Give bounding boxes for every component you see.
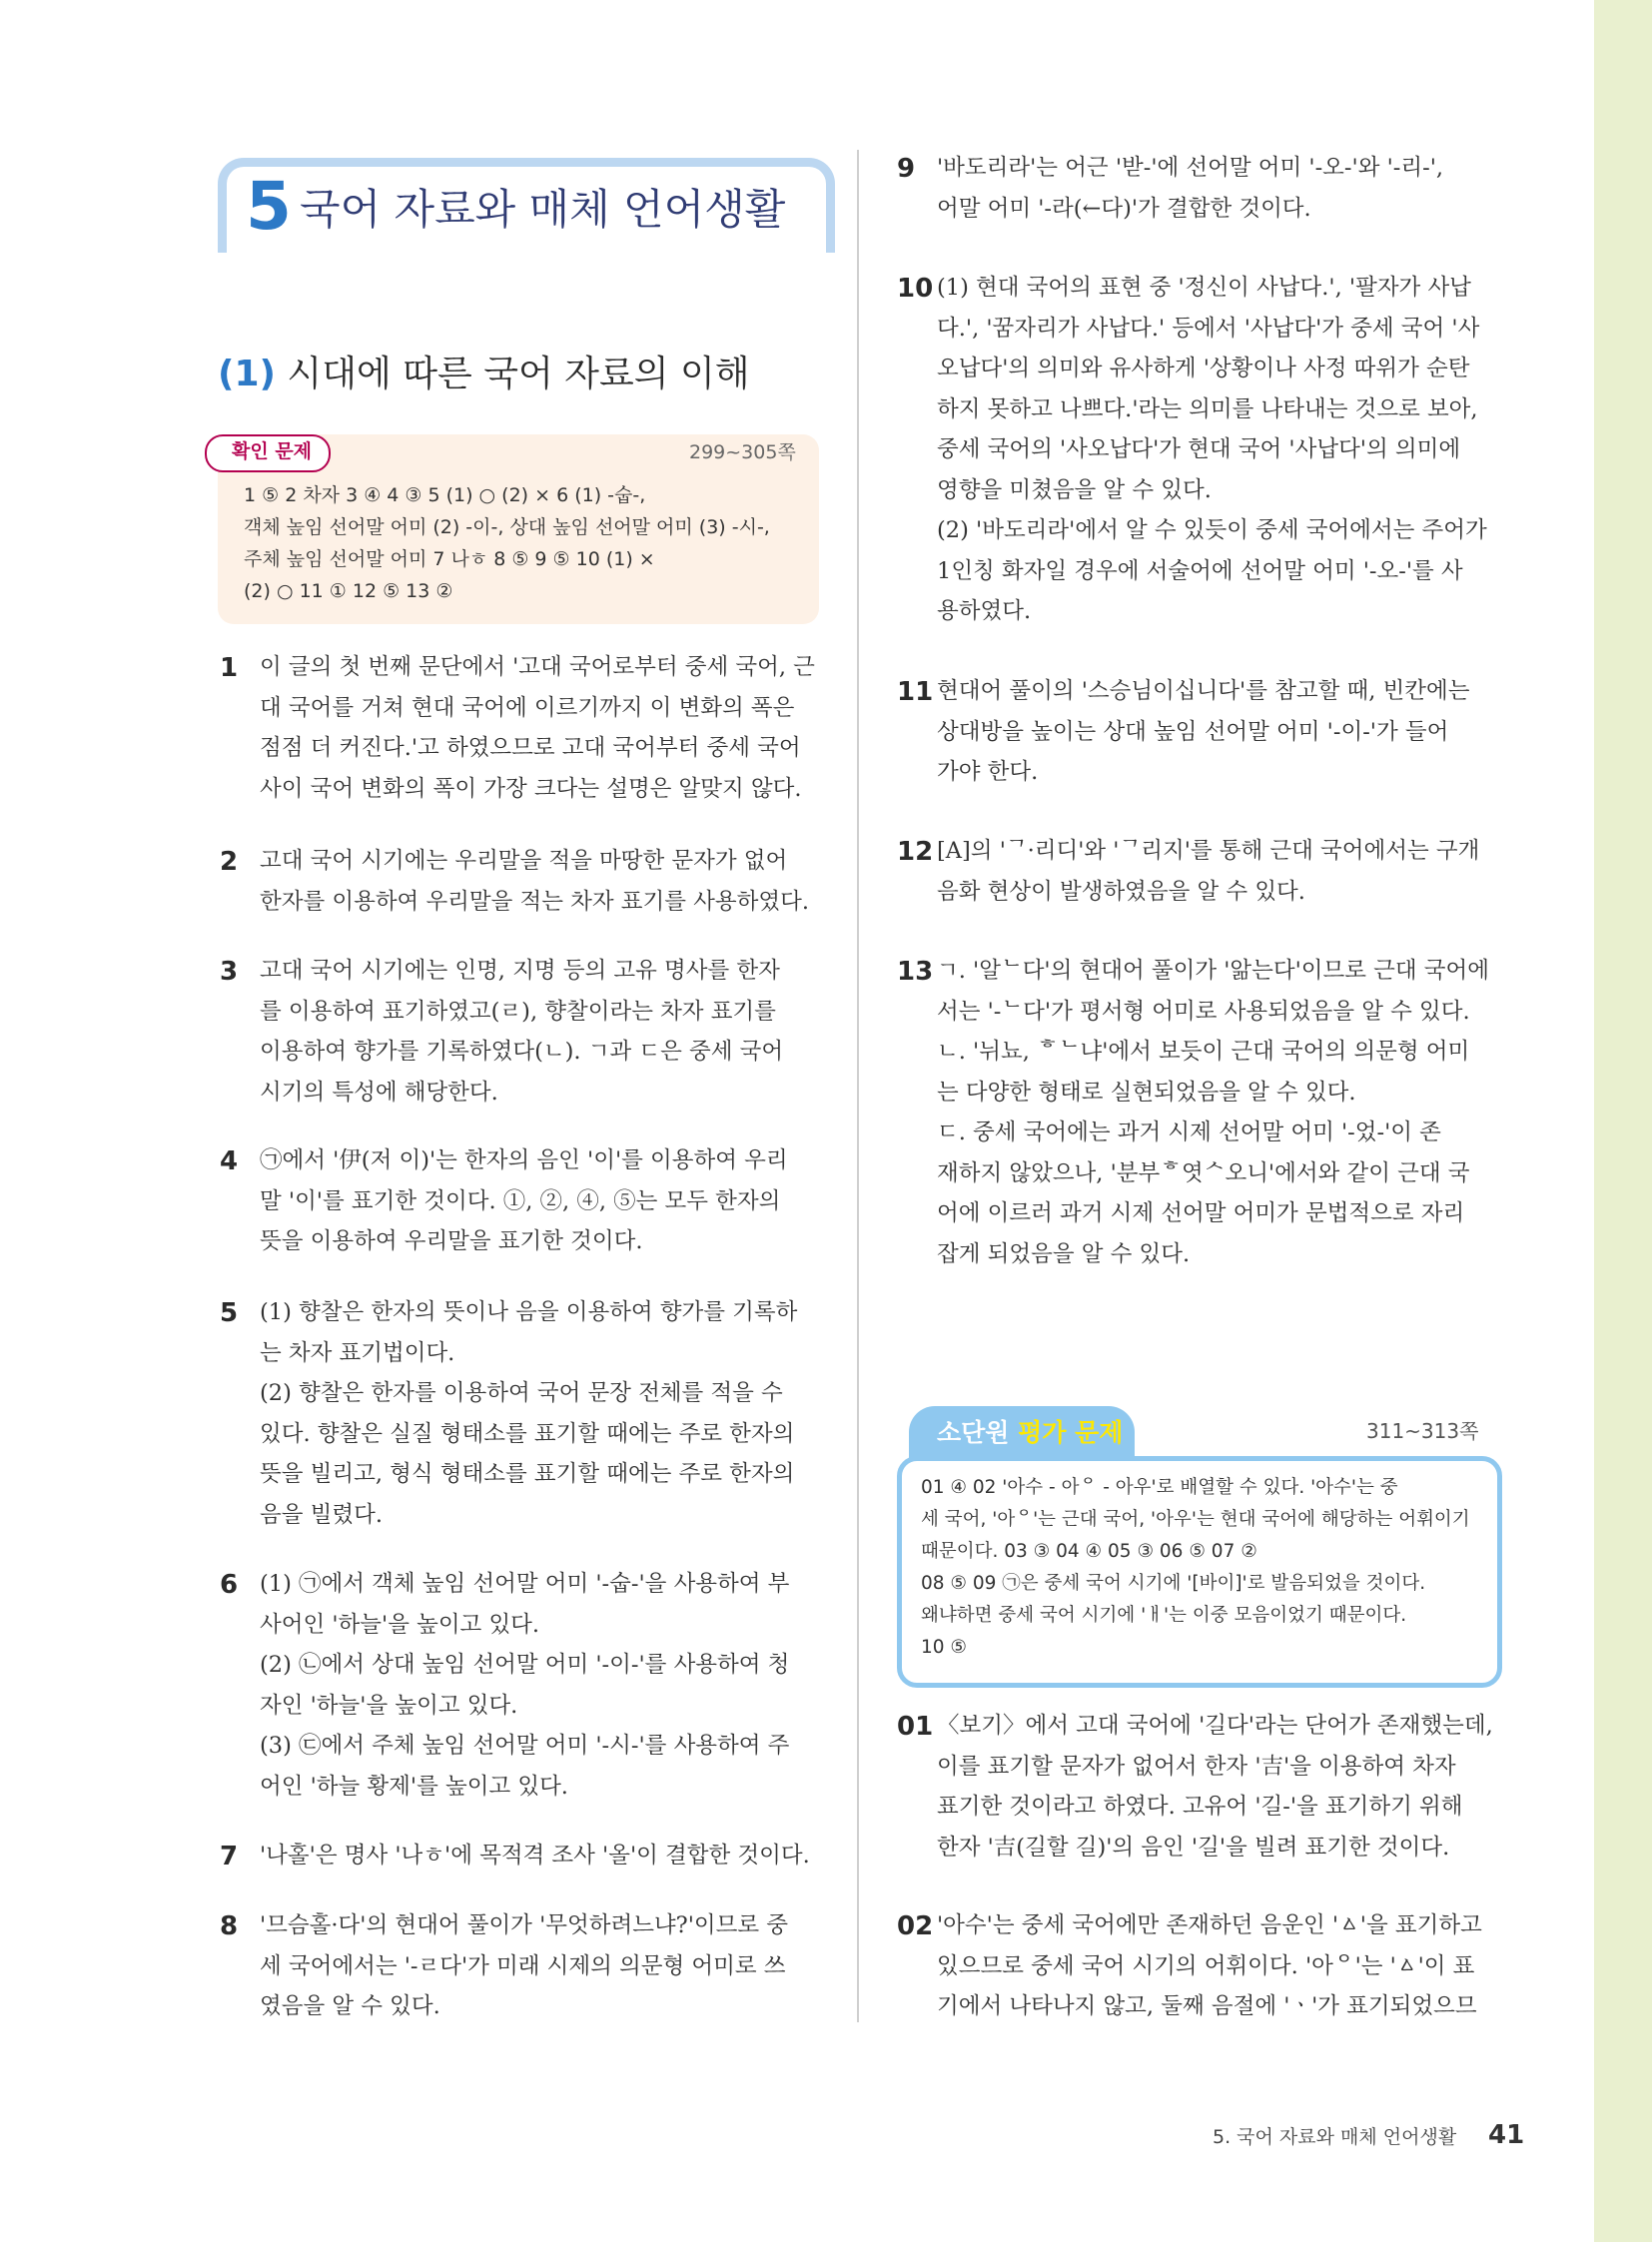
item-number: 6 bbox=[220, 1570, 239, 1600]
item-number: 11 bbox=[897, 677, 934, 707]
unit-pages: 311~313쪽 bbox=[1366, 1419, 1479, 1443]
chapter-number: 5 bbox=[246, 168, 292, 245]
footer-chapter-title: 5. 국어 자료와 매체 언어생활 bbox=[1213, 2126, 1457, 2148]
chapter-title: 국어 자료와 매체 언어생활 bbox=[300, 185, 786, 234]
unit-answer-line: 세 국어, '아ᄋ'는 근대 국어, '아우'는 현대 국어에 해당하는 어휘이기 bbox=[921, 1509, 1470, 1530]
item-explanation: '바도리라'는 어근 '받-'에 선어말 어미 '-오-'와 '-리-', 어말 어미 '-라(←다)'가 결합한 것이다. bbox=[937, 155, 1444, 222]
item-number: 5 bbox=[220, 1298, 239, 1328]
item-number: 4 bbox=[220, 1146, 239, 1176]
item-explanation: ㄱ. '알ᄂ다'의 현대어 풀이가 '앎는다'이므로 근대 국어에 서는 '-ᄂ다'가 평서형 어미로 사용되었음을 알 수 있다. ㄴ. '뉘뇨, ᄒᄂ냐'에서 보듯이 근대 국어의 의문형 어미 는 다양한 형태로 실현되었음을 알 수 있다. ㄷ. 중세 국어에는 과거 시제 선어말 어미 '-었-'이 존 재하지 않았으나, '분부ᄒ엿ᄉ오니'에서와 같이 근대 국 어에 이르러 과거 시제 선어말 어미가 문법적으로 자리 잡게 되었음을 알 수 있다. bbox=[937, 958, 1489, 1267]
item-explanation: ㉠에서 '伊(저 이)'는 한자의 음인 '이'를 이용하여 우리 말 '이'를 표기한 것이다. ①, ②, ④, ⑤는 모두 한자의 뜻을 이용하여 우리말을 표기한 것이다. bbox=[260, 1147, 788, 1254]
page-number: 41 bbox=[1488, 2120, 1525, 2150]
item-number: 8 bbox=[220, 1911, 239, 1941]
unit-answer-line: 08 ⑤ 09 ㉠은 중세 국어 시기에 '[바이]'로 발음되었을 것이다. bbox=[921, 1573, 1426, 1594]
item-explanation: 고대 국어 시기에는 인명, 지명 등의 고유 명사를 한자 를 이용하여 표기하였고(ㄹ), 향찰이라는 차자 표기를 이용하여 향가를 기록하였다(ㄴ). ㄱ과 ㄷ은 중세 국어 시기의 특성에 해당한다. bbox=[260, 958, 784, 1106]
item-number: 10 bbox=[897, 274, 934, 304]
item-explanation: [A]의 'ᄀ·리디'와 'ᄀ리지'를 통해 근대 국어에서는 구개 음화 현상이 발생하였음을 알 수 있다. bbox=[937, 838, 1480, 905]
column-divider bbox=[857, 150, 859, 2022]
check-answer-line: 1 ⑤ 2 차자 3 ④ 4 ③ 5 (1) ○ (2) × 6 (1) -숩-, bbox=[244, 484, 646, 506]
item-explanation: 현대어 풀이의 '스승님이십니다'를 참고할 때, 빈칸에는 상대방을 높이는 상대 높임 선어말 어미 '-이-'가 들어 가야 한다. bbox=[937, 678, 1470, 785]
item-number: 7 bbox=[220, 1842, 239, 1871]
section-number: (1) bbox=[218, 354, 276, 394]
item-explanation: '나홀'은 명사 '나ㅎ'에 목적격 조사 '올'이 결합한 것이다. bbox=[260, 1843, 810, 1868]
item-number: 1 bbox=[220, 653, 239, 683]
item-number: 12 bbox=[897, 837, 934, 867]
item-explanation: '아수'는 중세 국어에만 존재하던 음운인 'ㅿ'을 표기하고 있으므로 중세 국어 시기의 어휘이다. '아ᄋ'는 'ㅿ'이 표 기에서 나타나지 않고, 둘째 음절에 'ㆍ'가 표기되었으므 bbox=[937, 1912, 1482, 2019]
item-number: 01 bbox=[897, 1712, 934, 1742]
unit-tab-highlight: 평가 문제 bbox=[1018, 1418, 1124, 1447]
side-color-strip bbox=[1594, 0, 1652, 2242]
unit-evaluation-label bbox=[937, 1416, 1123, 1450]
item-explanation: 고대 국어 시기에는 우리말을 적을 마땅한 문자가 없어 한자를 이용하여 우리말을 적는 차자 표기를 사용하였다. bbox=[260, 848, 809, 915]
check-pages: 299~305쪽 bbox=[689, 441, 796, 463]
check-answer-line: 객체 높임 선어말 어미 (2) -이-, 상대 높임 선어말 어미 (3) -시-, bbox=[244, 516, 770, 538]
check-answer-line: 주체 높임 선어말 어미 7 나ㅎ 8 ⑤ 9 ⑤ 10 (1) × bbox=[244, 548, 655, 570]
section-title bbox=[218, 352, 750, 397]
unit-answer-line: 왜냐하면 중세 국어 시기에 'ㅐ'는 이중 모음이었기 때문이다. bbox=[921, 1605, 1407, 1626]
unit-answer-line: 01 ④ 02 '아수 - 아ᄋ - 아우'로 배열할 수 있다. '아수'는 중 bbox=[921, 1477, 1398, 1498]
item-explanation: 이 글의 첫 번째 문단에서 '고대 국어로부터 중세 국어, 근 대 국어를 거쳐 현대 국어에 이르기까지 이 변화의 폭은 점점 더 커진다.'고 하였으므로 고대 국어부터 중세 국어 사이 국어 변화의 폭이 가장 크다는 설명은 알맞지 않다. bbox=[260, 654, 815, 802]
unit-answer-line: 때문이다. 03 ③ 04 ④ 05 ③ 06 ⑤ 07 ② bbox=[921, 1541, 1257, 1562]
item-explanation: (1) 현대 국어의 표현 중 '정신이 사납다.', '팔자가 사납 다.', '꿈자리가 사납다.' 등에서 '사납다'가 중세 국어 '사 오납다'의 의미와 유사하게 '상황이나 사정 따위가 순탄 하지 못하고 나쁘다.'라는 의미를 나타내는 것으로 보아, 중세 국어의 '사오납다'가 현대 국어 '사납다'의 의미에 영향을 미쳤음을 알 수 있다. (2) '바도리라'에서 알 수 있듯이 중세 국어에서는 주어가 1인칭 화자일 경우에 서술어에 선어말 어미 '-오-'를 사 용하였다. bbox=[937, 275, 1487, 624]
item-number: 13 bbox=[897, 957, 934, 987]
item-number: 2 bbox=[220, 847, 239, 877]
check-tab-label: 확인 문제 bbox=[232, 440, 313, 462]
item-number: 9 bbox=[897, 154, 916, 184]
item-number: 02 bbox=[897, 1911, 934, 1941]
unit-answer-line: 10 ⑤ bbox=[921, 1637, 968, 1658]
item-explanation: (1) ㉠에서 객체 높임 선어말 어미 '-숩-'을 사용하여 부 사어인 '하늘'을 높이고 있다. (2) ㉡에서 상대 높임 선어말 어미 '-이-'를 사용하여 청 자인 '하늘'을 높이고 있다. (3) ㉢에서 주체 높임 선어말 어미 '-시-'를 사용하여 주 어인 '하늘 황제'를 높이고 있다. bbox=[260, 1571, 790, 1800]
check-answer-line: (2) ○ 11 ① 12 ⑤ 13 ② bbox=[244, 580, 453, 602]
unit-tab-prefix: 소단원 bbox=[937, 1418, 1019, 1447]
item-explanation: '므슴홀·다'의 현대어 풀이가 '무엇하려느냐?'이므로 중 세 국어에서는 '-ㄹ다'가 미래 시제의 의문형 어미로 쓰 였음을 알 수 있다. bbox=[260, 1912, 789, 2019]
item-explanation: 〈보기〉에서 고대 국어에 '길다'라는 단어가 존재했는데, 이를 표기할 문자가 없어서 한자 '吉'을 이용하여 차자 표기한 것이라고 하였다. 고유어 '길-'을 표기하기 위해 한자 '吉(길할 길)'의 음인 '길'을 빌려 표기한 것이다. bbox=[937, 1713, 1493, 1861]
item-number: 3 bbox=[220, 957, 239, 987]
section-title-text: 시대에 따른 국어 자료의 이해 bbox=[287, 354, 750, 394]
item-explanation: (1) 향찰은 한자의 뜻이나 음을 이용하여 향가를 기록하 는 차자 표기법이다. (2) 향찰은 한자를 이용하여 국어 문장 전체를 적을 수 있다. 향찰은 실질 형태소를 표기할 때에는 주로 한자의 뜻을 빌리고, 형식 형태소를 표기할 때에는 주로 한자의 음을 빌렸다. bbox=[260, 1299, 798, 1528]
